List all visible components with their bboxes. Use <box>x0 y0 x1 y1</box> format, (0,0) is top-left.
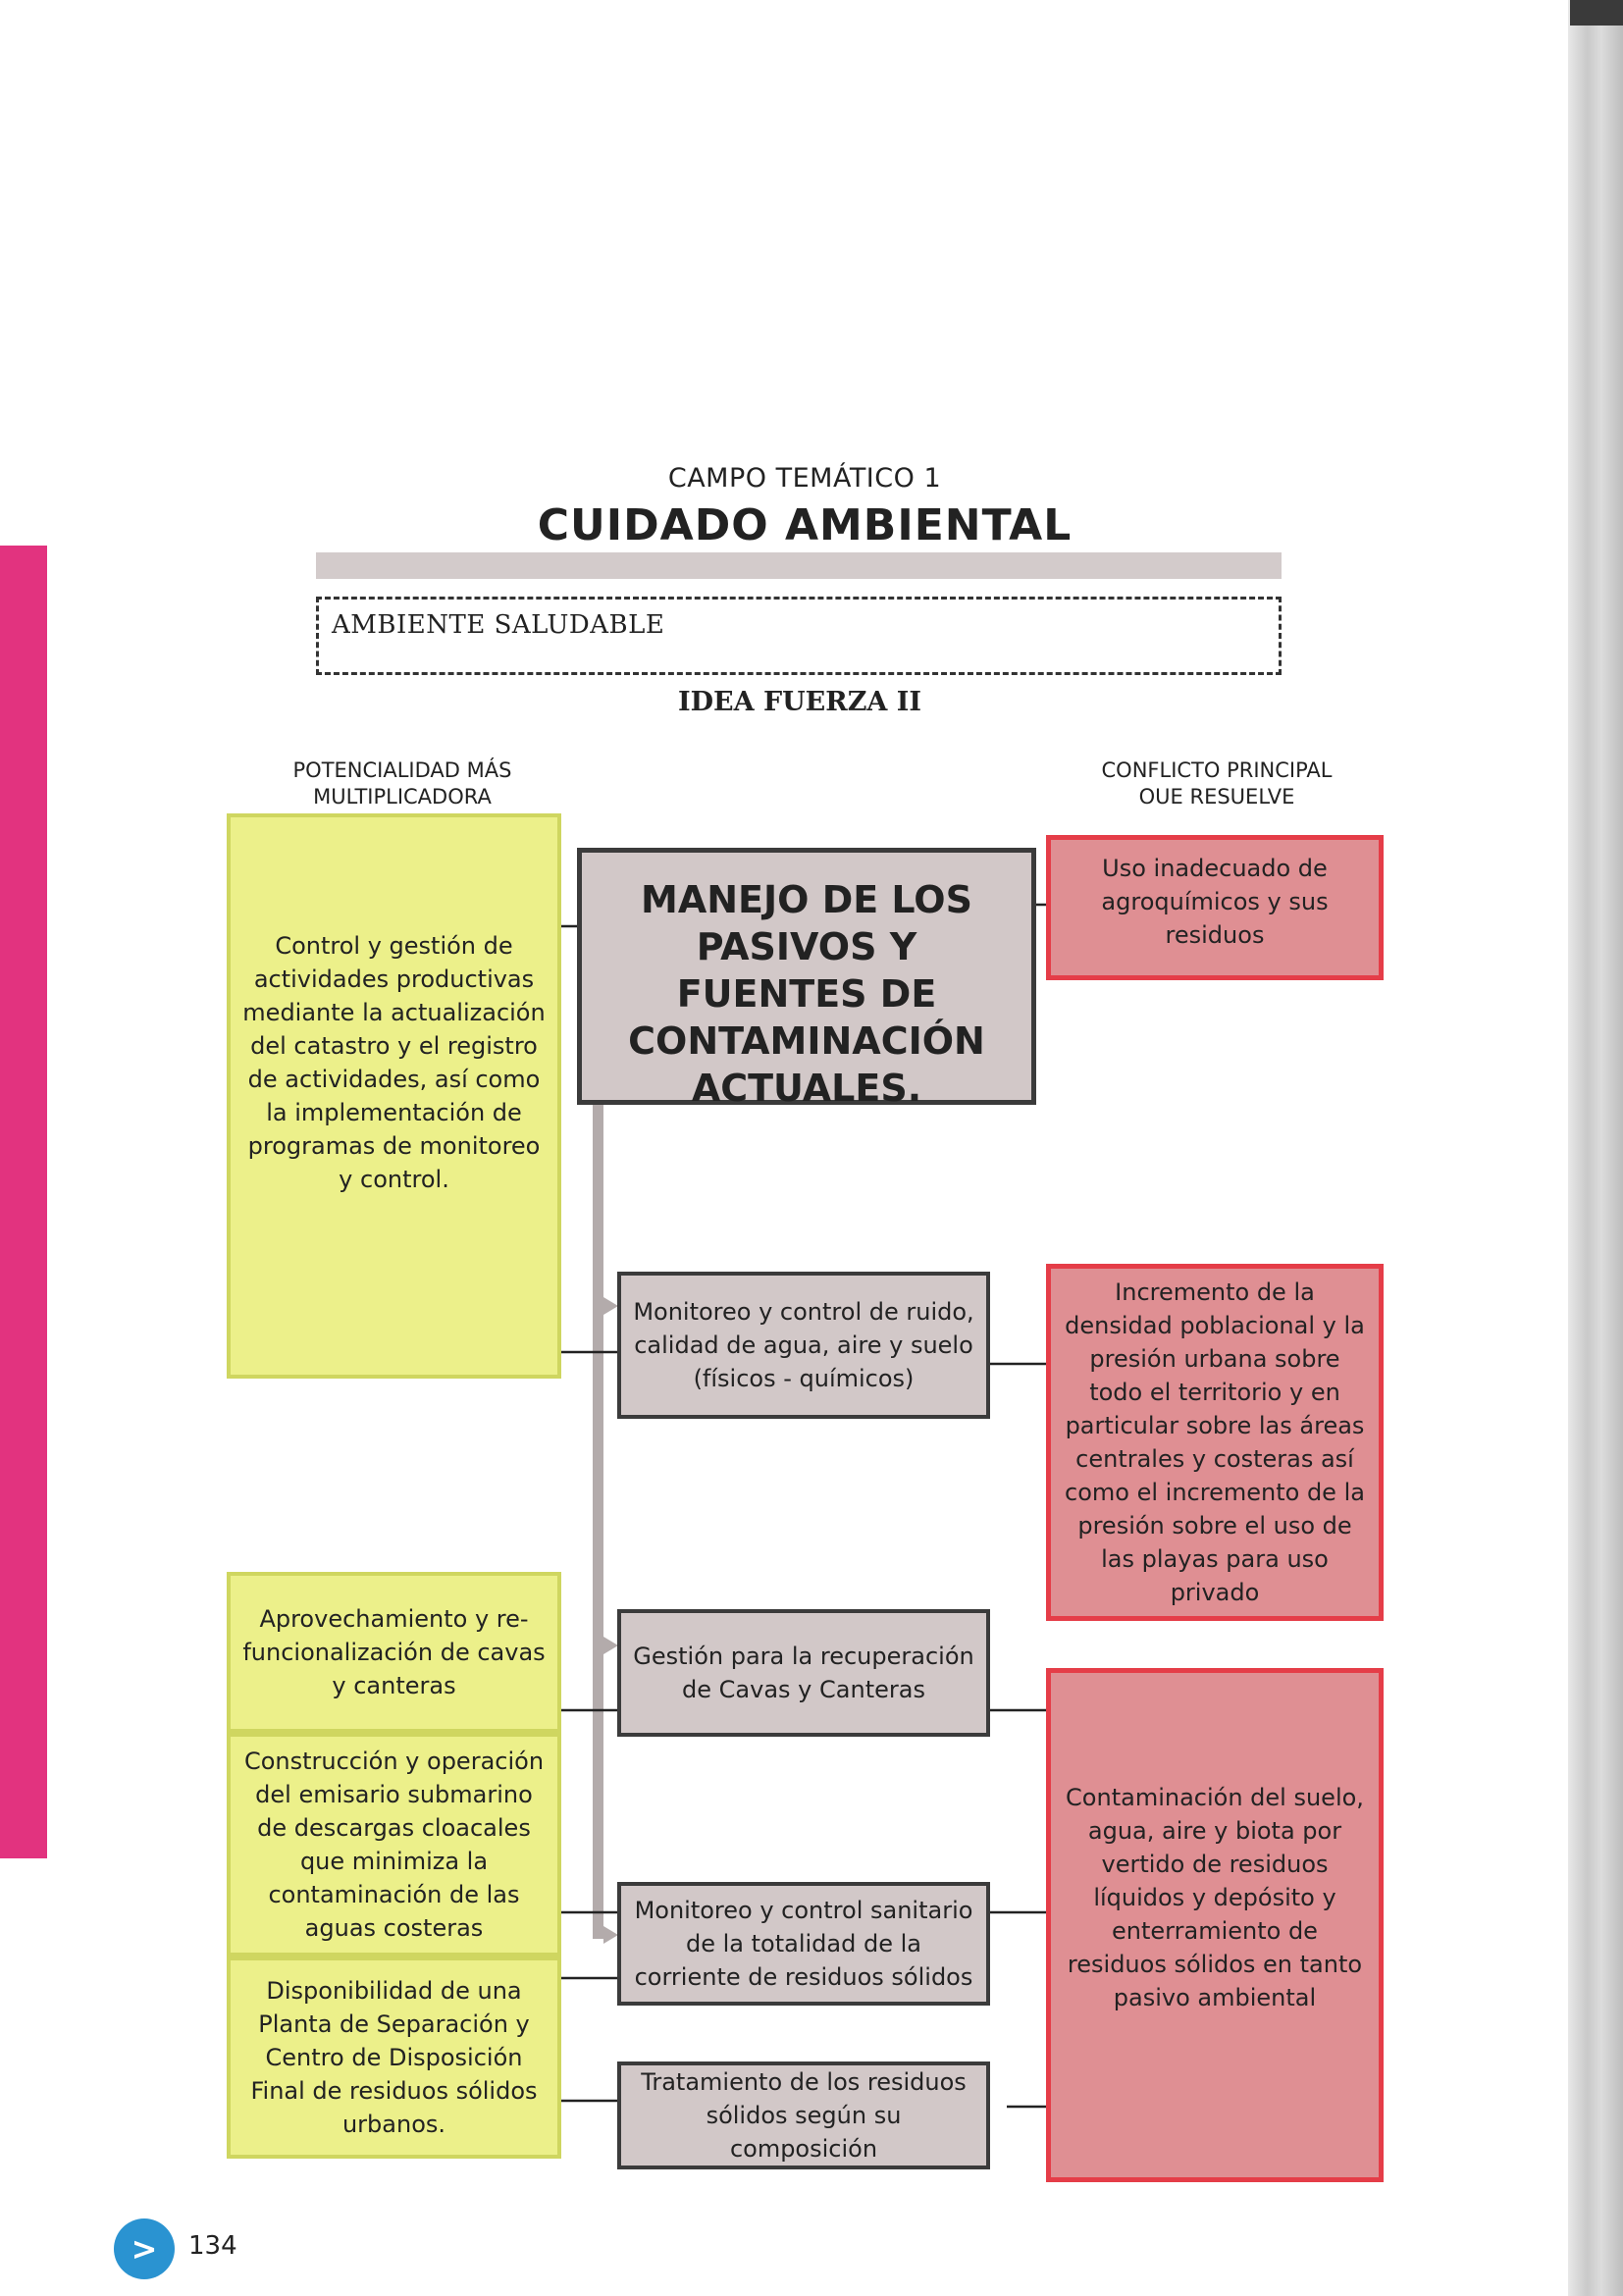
conflicto-box: Contaminación del suelo, agua, aire y biota por vertido de residuos líquidos y depósito y enterramiento de residuos sólidos en tanto pasivo ambiental <box>1046 1668 1384 2182</box>
potencialidad-box: Construcción y operación del emisario submarino de descargas cloacales que minimiza la contaminación de las aguas costeras <box>227 1733 561 1957</box>
potencialidad-box: Disponibilidad de una Planta de Separación y Centro de Disposición Final de residuos sólidos urbanos. <box>227 1957 561 2159</box>
vertical-spine <box>593 1105 603 1939</box>
page-edge-corner <box>1570 0 1623 26</box>
potencialidad-box: Aprovechamiento y re-funcionalización de cavas y canteras <box>227 1572 561 1733</box>
ambiente-label: AMBIENTE SALUDABLE <box>332 610 665 640</box>
title-rule <box>316 552 1282 579</box>
potencialidad-heading: POTENCIALIDAD MÁS MULTIPLICADORA <box>292 758 512 809</box>
page-number: 134 <box>188 2231 237 2261</box>
manejo-main-box: MANEJO DE LOS PASIVOS Y FUENTES DE CONTAMINACIÓN ACTUALES. <box>577 848 1036 1105</box>
spine-arrow-1 <box>603 1297 618 1315</box>
page-title: CUIDADO AMBIENTAL <box>537 500 1073 550</box>
accion-box: Tratamiento de los residuos sólidos según su composición <box>617 2061 990 2169</box>
conflicto-heading: CONFLICTO PRINCIPAL OUE RESUELVE <box>1101 758 1333 809</box>
accion-box: Monitoreo y control de ruido, calidad de agua, aire y suelo (físicos - químicos) <box>617 1272 990 1419</box>
conflicto-box: Uso inadecuado de agroquímicos y sus residuos <box>1046 835 1384 980</box>
page-binding-edge <box>1568 0 1623 2296</box>
spine-arrow-3 <box>603 1926 618 1944</box>
accion-box: Monitoreo y control sanitario de la totalidad de la corriente de residuos sólidos <box>617 1882 990 2006</box>
next-arrow-icon: > <box>114 2218 175 2279</box>
side-color-bar <box>0 546 47 1858</box>
idea-fuerza-label: IDEA FUERZA II <box>677 687 922 717</box>
accion-box: Gestión para la recuperación de Cavas y Canteras <box>617 1609 990 1737</box>
spine-arrow-2 <box>603 1637 618 1654</box>
campo-tematico-label: CAMPO TEMÁTICO 1 <box>667 463 942 494</box>
potencialidad-box: Control y gestión de actividades productivas mediante la actualización del catastro y el registro de actividades, así como la implementación de programas de monitoreo y control. <box>227 813 561 1379</box>
conflicto-box: Incremento de la densidad poblacional y la presión urbana sobre todo el territorio y en particular sobre las áreas centrales y costeras así como el incremento de la presión sobre el uso de las playas para uso privado <box>1046 1264 1384 1621</box>
